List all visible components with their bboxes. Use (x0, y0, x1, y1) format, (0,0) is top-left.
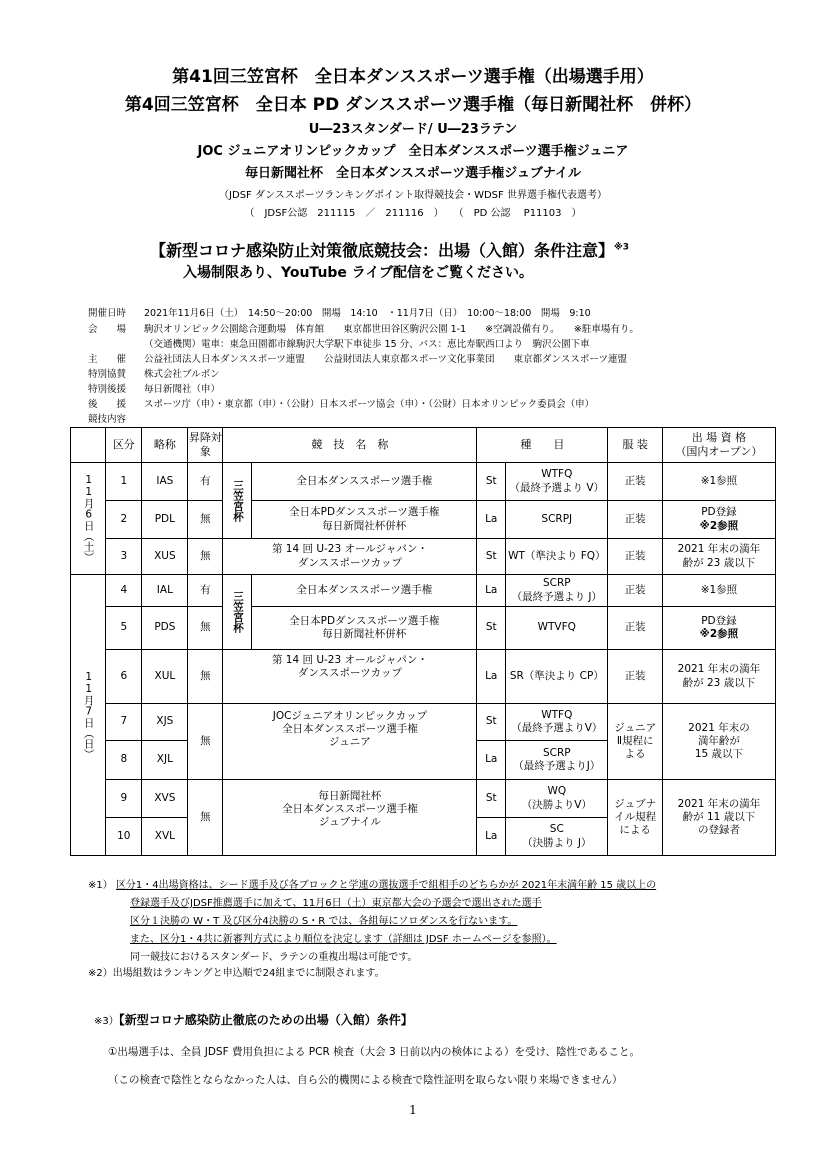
row-event: SR（準決より CP） (506, 650, 608, 704)
info-special-support-value: 毎日新聞社（申） (144, 384, 221, 395)
row-qual-main: 2021 年末の満年 (677, 663, 761, 676)
info-date-row (88, 305, 591, 319)
row-qual: ※1参照 (662, 575, 775, 607)
row-event-sub: （最終予選より V） (509, 481, 605, 494)
row-name-sub: 毎日新聞社杯併杯 (322, 519, 407, 532)
note-1-line-2 (130, 894, 542, 909)
header-qual-sub: （国内オープン） (675, 445, 763, 458)
row-promo: 有 (188, 463, 223, 501)
juvenile-dress: ジュブナイル規程による (608, 780, 662, 856)
subtitle-u23: U―23スタンダード/ U―23ラテン (308, 122, 518, 137)
row-qual-main: 2021 年末の満年 (677, 543, 761, 556)
row-no: 9 (106, 780, 142, 818)
row-no: 2 (106, 501, 142, 539)
row-promo: 無 (188, 539, 223, 575)
table-row (71, 463, 776, 501)
youtube-notice: 入場制限あり、YouTube ライブ配信をご覧ください。 (183, 265, 533, 281)
info-host-row (88, 351, 627, 365)
juvenile-name-1: 毎日新聞社杯 (318, 790, 382, 802)
info-special-support-row (88, 381, 220, 395)
info-access-value: （交通機関）電車：東急田園都市線駒沢大学駅下車徒歩 15 分、バス：恵比寿駅西口より 駒沢公園下車 (144, 339, 590, 350)
row-qual (662, 607, 775, 650)
table-row (71, 501, 776, 539)
row-abbr: XUS (142, 539, 188, 575)
row-name-sub: ダンススポーツカップ (297, 556, 403, 569)
note-1-line-3 (130, 912, 517, 927)
subtitle-juvenile: 毎日新聞社杯 全日本ダンススポーツ選手権ジュブナイル (244, 166, 582, 181)
info-venue-row (88, 321, 639, 335)
covid-notice-text: 【新型コロナ感染防止対策徹底競技会：出場（入館）条件注意】 (150, 241, 615, 260)
row-event (506, 741, 608, 780)
juvenile-promo: 無 (188, 780, 223, 856)
row-no: 5 (106, 607, 142, 650)
info-special-support-label: 特別後援 (88, 384, 127, 395)
row-name (223, 539, 477, 575)
row-no: 1 (106, 463, 142, 501)
row-no: 8 (106, 741, 142, 780)
row-event (506, 780, 608, 818)
mikasa-text-day2: 三笠宮杯 (231, 591, 244, 633)
header-dress: 服 装 (608, 428, 662, 463)
row-no: 10 (106, 818, 142, 856)
row-no: 7 (106, 704, 142, 741)
note-1-text-3: 区分１決勝の W・T 及び区分4決勝の S・R では、各組毎にソロダンスを行ないます。 (130, 916, 518, 927)
row-name (252, 607, 477, 650)
row-no: 4 (106, 575, 142, 607)
row-event: WT（準決より FQ） (506, 539, 608, 575)
row-style: St (477, 704, 506, 741)
junior-name-1: JOCジュニアオリンピックカップ (272, 710, 428, 722)
row-name-sub: ダンススポーツカップ (297, 667, 403, 680)
day1-label (71, 463, 106, 575)
junior-qual-3: 15 歳以下 (694, 748, 744, 761)
info-sponsor-row (88, 366, 220, 380)
note-2: ※2）出場組数はランキングと申込順で24組までに制限されます。 (88, 968, 385, 979)
row-qual-main: PD登録 (701, 614, 737, 627)
info-access-row (88, 336, 590, 350)
note-1-text-2: 登録選手及びJDSF推薦選手に加えて、11月6日（土）東京都大会の予選会で選出された選手 (130, 898, 542, 909)
row-qual-main: PD登録 (701, 506, 737, 519)
table-row (71, 607, 776, 650)
row-qual-sub: ※2参照 (699, 628, 739, 640)
row-qual (662, 539, 775, 575)
note-1-line-5 (130, 948, 417, 963)
header-kind: 種 目 (477, 428, 608, 463)
row-promo: 無 (188, 650, 223, 704)
mikasa-label-day1 (223, 463, 252, 539)
info-venue-value: 駒沢オリンピック公園総合運動場 体育館 東京都世田谷区駒沢公園 1-1 ※空調設備有り。 ※駐車場有り。 (144, 324, 639, 335)
info-sponsor-label: 特別協賛 (88, 369, 127, 380)
row-style: St (477, 607, 506, 650)
day1-text: 11月6日（土） (82, 474, 95, 563)
junior-name-3: ジュニア (329, 736, 371, 749)
row-style: St (477, 463, 506, 501)
table-row (71, 704, 776, 741)
row-style: La (477, 741, 506, 780)
note-1-text-5: 同一競技におけるスタンダード、ラテンの重複出場は可能です。 (130, 952, 418, 963)
table-row (71, 650, 776, 704)
condition-1: ①出場選手は、全員 JDSF 費用負担による PCR 検査（大会 3 日前以内の検体による）を受け、陰性であること。 (108, 1046, 641, 1058)
row-name-main: 全日本PDダンススポーツ選手権 (289, 506, 440, 519)
main-title-line-2: 第4回三笠宮杯 全日本 PD ダンススポーツ選手権（毎日新聞社杯 併杯） (124, 95, 702, 115)
ranking-note: （JDSF ダンススポーツランキングポイント取得競技会・WDSF 世界選手権代表選考） (219, 190, 607, 201)
junior-name (223, 704, 477, 780)
day2-label (71, 575, 106, 856)
table-row (71, 539, 776, 575)
section-3-heading (94, 1011, 413, 1028)
row-abbr: XVL (142, 818, 188, 856)
row-event-main: SCRP (542, 746, 571, 759)
header-abbr: 略称 (142, 428, 188, 463)
row-abbr: XUL (142, 650, 188, 704)
condition-2: （この検査で陰性とならなかった人は、自ら公的機関による検査で陰性証明を取らない限り来場できません） (108, 1074, 623, 1086)
note-1-text-1: 区分1・4出場資格は、シード選手及び各ブロックと学連の選抜選手で組相手のどちらかが 2021年末満年齢 15 歳以上の (115, 880, 657, 891)
junior-qual-2: 満年齢が (697, 734, 740, 747)
row-no: 6 (106, 650, 142, 704)
note-1-line-1 (88, 876, 656, 891)
certification-note: （ JDSF公認 211115 ／ 211116 ） （ PD 公認 P11103 ） (244, 208, 582, 219)
info-events-label: 競技内容 (88, 414, 127, 425)
row-qual-sub: 齢が 23 歳以下 (682, 676, 756, 689)
row-abbr: IAS (142, 463, 188, 501)
row-event-sub: （最終予選より J） (511, 590, 603, 603)
juvenile-qual-2: 齢が 11 歳以下 (682, 810, 756, 823)
row-abbr: XJL (142, 741, 188, 780)
row-name: 全日本ダンススポーツ選手権 (252, 575, 477, 607)
mikasa-text-day1: 三笠宮杯 (231, 479, 244, 522)
row-name-main: 第 14 回 U-23 オールジャパン・ (271, 543, 428, 556)
info-support-row (88, 396, 594, 410)
info-events-row (88, 411, 144, 425)
table-row (71, 575, 776, 607)
events-table (70, 427, 776, 856)
info-venue-label: 会 場 (88, 324, 127, 335)
note-1-text-4: また、区分1・4共に新審判方式により順位を決定します（詳細は JDSF ホームページを参照）。 (130, 934, 557, 945)
row-style: St (477, 780, 506, 818)
row-style: La (477, 501, 506, 539)
note-1-mark: ※1） (88, 880, 113, 891)
subtitle-junior: JOC ジュニアオリンピックカップ 全日本ダンススポーツ選手権ジュニア (197, 144, 629, 159)
row-abbr: XVS (142, 780, 188, 818)
info-support-value: スポーツ庁（申）・東京都（申）・（公財）日本スポーツ協会（申）・（公財）日本オリンピック委員会（申） (144, 399, 595, 410)
row-qual (662, 501, 775, 539)
info-date-label: 開催日時 (88, 308, 127, 319)
row-abbr: IAL (142, 575, 188, 607)
row-event-main: WTFQ (541, 468, 573, 481)
table-header-row (71, 428, 776, 463)
row-name (252, 501, 477, 539)
row-event-main: WQ (547, 785, 567, 798)
juvenile-qual (662, 780, 775, 856)
row-event: SCRPJ (506, 501, 608, 539)
row-event (506, 575, 608, 607)
row-name-main: 第 14 回 U-23 オールジャパン・ (271, 654, 428, 666)
row-abbr: PDS (142, 607, 188, 650)
row-event: WTVFQ (506, 607, 608, 650)
covid-notice-heading (150, 238, 629, 261)
row-event-sub: （最終予選よりV） (511, 722, 603, 734)
mikasa-label-day2 (223, 575, 252, 650)
row-style: La (477, 818, 506, 856)
row-qual-sub: ※2参照 (699, 519, 739, 532)
row-style: La (477, 575, 506, 607)
row-qual (662, 650, 775, 704)
note-1-line-4 (130, 930, 557, 945)
row-event (506, 818, 608, 856)
row-event-main: WTFQ (541, 708, 573, 721)
junior-qual (662, 704, 775, 780)
row-abbr: PDL (142, 501, 188, 539)
header-qual-title: 出 場 資 格 (691, 431, 747, 445)
header-ku: 区分 (106, 428, 142, 463)
row-qual-sub: 齢が 23 歳以下 (682, 556, 756, 569)
row-dress: 正装 (608, 650, 662, 704)
row-event-main: SCRP (542, 577, 571, 590)
table-row (71, 780, 776, 818)
header-name: 競 技 名 称 (223, 428, 477, 463)
row-name-sub: 毎日新聞社杯併杯 (322, 628, 407, 640)
row-name-main: 全日本PDダンススポーツ選手権 (289, 614, 440, 627)
row-dress: 正装 (608, 501, 662, 539)
section-3-mark: ※3） (94, 1016, 119, 1027)
header-qual (662, 428, 775, 463)
row-abbr: XJS (142, 704, 188, 741)
covid-notice-footnote-mark: ※3 (614, 242, 630, 253)
row-event-sub: （決勝よりV） (521, 798, 592, 811)
junior-promo: 無 (188, 704, 223, 780)
info-host-value: 公益社団法人日本ダンススポーツ連盟 公益財団法人東京都スポーツ文化事業団 東京都ダンススポーツ連盟 (144, 354, 627, 365)
juvenile-name-2: 全日本ダンススポーツ選手権 (281, 803, 418, 816)
row-event-main: SC (549, 823, 564, 836)
row-promo: 有 (188, 575, 223, 607)
junior-qual-1: 2021 年末の (688, 721, 750, 734)
info-support-label: 後 援 (88, 399, 127, 410)
row-dress: 正装 (608, 463, 662, 501)
row-no: 3 (106, 539, 142, 575)
main-title-line-1: 第41回三笠宮杯 全日本ダンススポーツ選手権（出場選手用） (172, 67, 654, 87)
section-3-title: 【新型コロナ感染防止徹底のための出場（入館）条件】 (118, 1013, 413, 1027)
juvenile-name (223, 780, 477, 856)
junior-dress: ジュニアⅡ規程による (608, 704, 662, 780)
row-qual: ※1参照 (662, 463, 775, 501)
row-event-sub: （決勝より J） (522, 836, 592, 849)
page-number: 1 (409, 1103, 417, 1117)
row-dress: 正装 (608, 539, 662, 575)
row-name: 全日本ダンススポーツ選手権 (252, 463, 477, 501)
row-event (506, 463, 608, 501)
info-sponsor-value: 株式会社ブルボン (144, 369, 220, 380)
row-promo: 無 (188, 607, 223, 650)
row-event-sub: （最終予選よりJ） (513, 760, 601, 772)
juvenile-name-3: ジュブナイル (318, 816, 381, 829)
juvenile-qual-1: 2021 年末の満年 (677, 797, 761, 810)
junior-name-2: 全日本ダンススポーツ選手権 (281, 723, 418, 736)
info-date-value: 2021年11月6日（土） 14:50～20:00 開場 14:10 ・11月7日（日） 10:00～18:00 開場 9:10 (144, 308, 591, 319)
info-host-label: 主 催 (88, 354, 127, 365)
row-name (223, 650, 477, 704)
header-promo: 昇降対象 (188, 428, 223, 463)
row-event (506, 704, 608, 741)
row-promo: 無 (188, 501, 223, 539)
row-dress: 正装 (608, 575, 662, 607)
row-dress: 正装 (608, 607, 662, 650)
row-style: La (477, 650, 506, 704)
day2-text: 11月7日（日） (82, 670, 95, 760)
row-style: St (477, 539, 506, 575)
juvenile-qual-3: の登録者 (697, 824, 740, 837)
